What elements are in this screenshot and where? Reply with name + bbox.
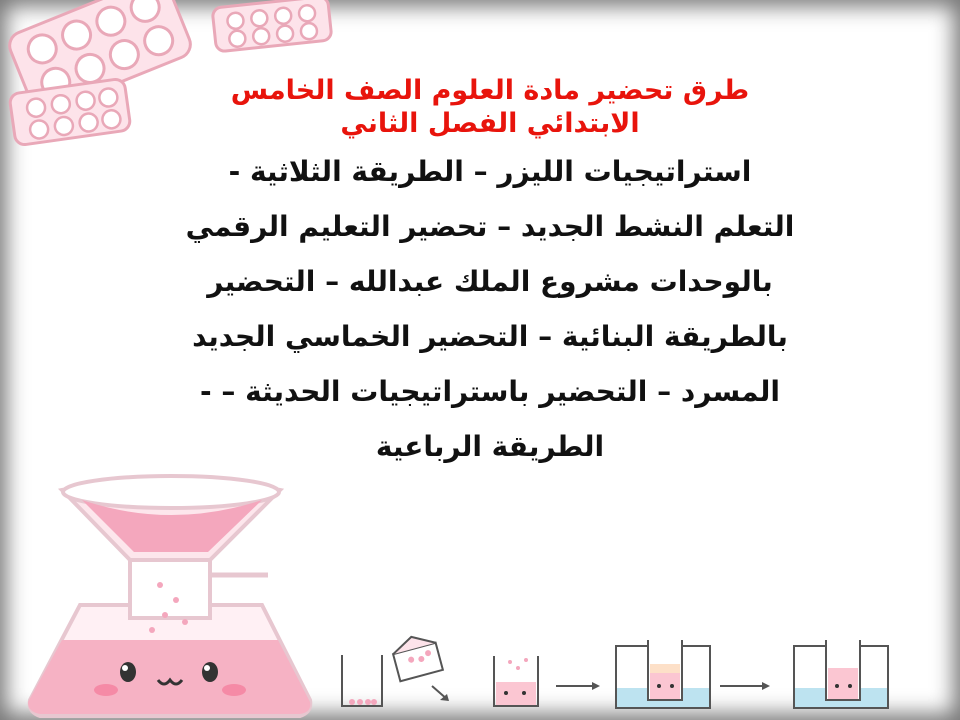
slide-text	[150, 74, 830, 474]
slide-title-line-1: طرق تحضير مادة العلوم الصف الخامس	[230, 75, 750, 106]
body-line-1: استراتيجيات الليزر – الطريقة الثلاثية -	[228, 155, 752, 188]
beaker-icon	[494, 656, 538, 706]
arrow-right-icon	[432, 686, 449, 701]
body-line-6: الطريقة الرباعية	[375, 430, 605, 463]
pill-blister-icon	[212, 0, 332, 52]
body-line-2: التعلم النشط الجديد – تحضير التعليم الرقمي	[185, 210, 795, 243]
slide-title-line-2: الابتدائي الفصل الثاني	[340, 108, 640, 139]
body-line-3: بالوحدات مشروع الملك عبدالله – التحضير	[207, 265, 773, 298]
test-tube-icon	[342, 655, 382, 706]
arrow-right-icon	[556, 682, 600, 690]
flask-funnel-icon	[28, 476, 310, 716]
arrow-right-icon	[720, 682, 770, 690]
beaker-icon	[794, 640, 888, 708]
body-line-5: المسرد – التحضير باستراتيجيات الحديثة – -	[199, 375, 781, 408]
body-line-4: بالطريقة البنائية – التحضير الخماسي الجديد	[192, 320, 788, 353]
pill-blister-icon	[390, 631, 443, 681]
beaker-icon	[616, 640, 710, 708]
